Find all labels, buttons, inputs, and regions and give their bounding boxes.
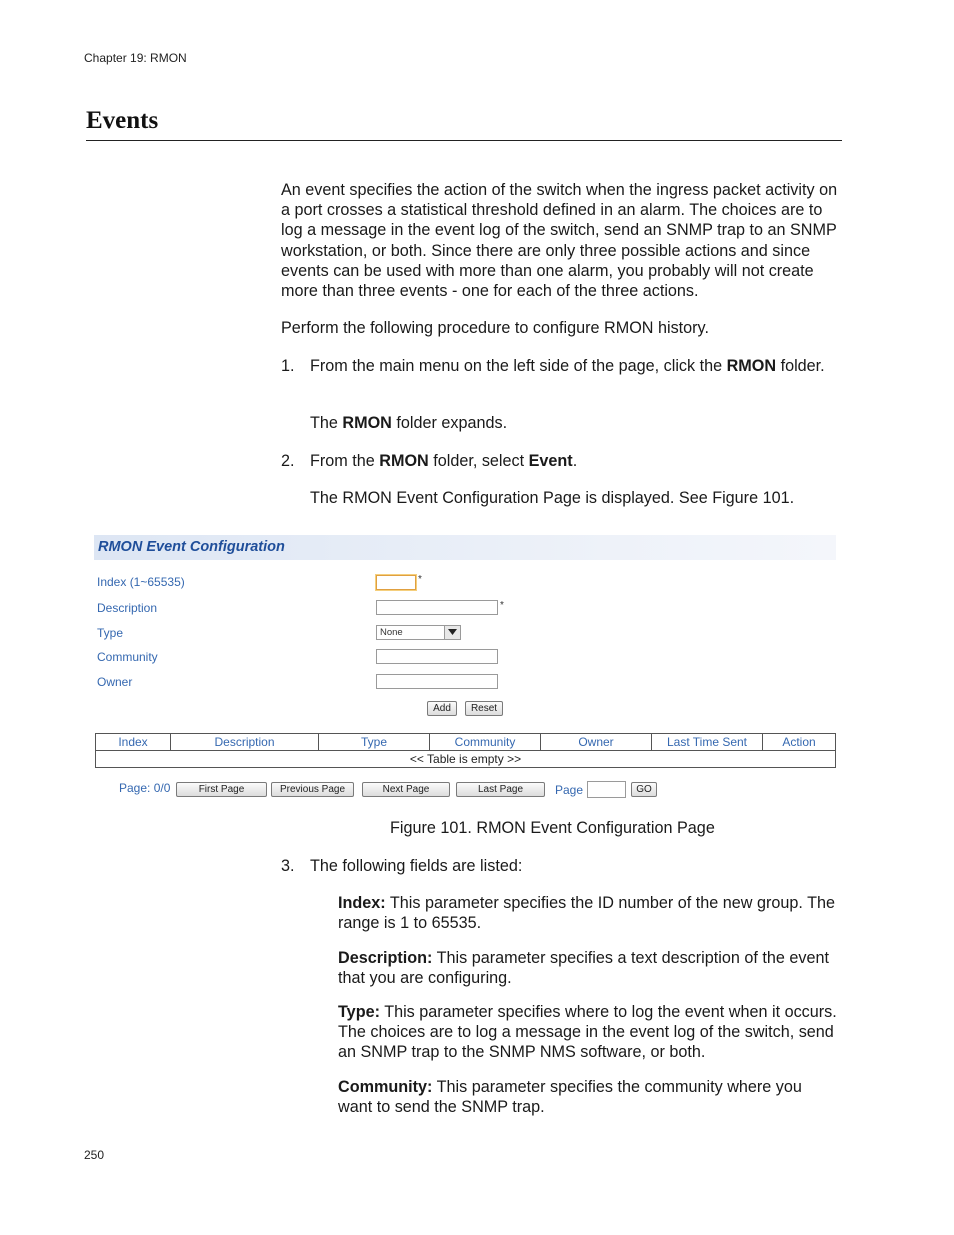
reset-button[interactable]: Reset	[465, 701, 503, 716]
next-page-button[interactable]: Next Page	[362, 782, 450, 797]
community-input[interactable]	[376, 649, 498, 664]
type-label: Type	[97, 626, 124, 640]
type-select-value: None	[380, 627, 403, 638]
step-number: 2.	[281, 452, 295, 470]
figure-caption: Figure 101. RMON Event Configuration Page	[390, 819, 715, 837]
step-number: 3.	[281, 857, 295, 875]
step-3-text: The following fields are listed:	[310, 857, 523, 875]
field-description-description: Description: This parameter specifies a text description of the event that you are configuring.	[338, 949, 829, 988]
field-description-community: Community: This parameter specifies the community where you want to send the SNMP trap.	[338, 1078, 802, 1117]
type-select[interactable]	[376, 625, 461, 640]
previous-page-button[interactable]: Previous Page	[271, 782, 354, 797]
step-2-text: From the RMON folder, select Event.	[310, 452, 578, 470]
step-number: 1.	[281, 357, 295, 375]
chevron-down-icon[interactable]	[444, 626, 460, 639]
procedure-intro: Perform the following procedure to configure RMON history.	[281, 319, 709, 337]
chapter-header: Chapter 19: RMON	[84, 51, 187, 65]
figure-header	[94, 535, 836, 560]
step-2-result: The RMON Event Configuration Page is displayed. See Figure 101.	[310, 489, 795, 507]
required-marker: *	[500, 600, 504, 611]
goto-page-label: Page	[555, 783, 584, 797]
required-marker: *	[418, 574, 422, 585]
column-header-index: Index	[96, 734, 171, 750]
figure-title: RMON Event Configuration	[98, 539, 285, 555]
owner-input[interactable]	[376, 674, 498, 689]
table-header-row	[96, 734, 835, 751]
go-button[interactable]: GO	[631, 782, 657, 797]
table-empty-message: << Table is empty >>	[409, 752, 522, 766]
column-header-action: Action	[782, 735, 816, 749]
page-number: 250	[84, 1148, 105, 1162]
field-description-type: Type: This parameter specifies where to log the event when it occurs. The choices are to log a message in the event log of the switch, send an SNMP trap to the SNMP NMS software, or both.	[338, 1003, 837, 1062]
column-header-type: Type	[319, 734, 430, 750]
index-input[interactable]	[376, 575, 416, 590]
page-indicator: Page: 0/0	[119, 781, 171, 795]
column-header-community: Community	[430, 734, 541, 750]
rmon-event-config-figure	[94, 535, 838, 803]
index-label: Index (1~65535)	[97, 575, 185, 589]
description-input[interactable]	[376, 600, 498, 615]
title-rule	[86, 140, 842, 141]
description-label: Description	[97, 601, 158, 615]
intro-paragraph: An event specifies the action of the switch when the ingress packet activity on a port crosses a statistical threshold defined in an alarm. The choices are to log a message in the event log of the switch, send an SNMP trap to an SNMP workstation, or both. Since there are only three possible actions and since events can be used with more than one alarm, you probably will not create more than three events - one for each of the three actions.	[281, 181, 838, 301]
community-label: Community	[97, 650, 158, 664]
step-1-result: The RMON folder expands.	[310, 414, 508, 432]
last-page-button[interactable]: Last Page	[456, 782, 545, 797]
add-button[interactable]: Add	[427, 701, 457, 716]
column-header-last-time-sent: Last Time Sent	[652, 734, 763, 750]
first-page-button[interactable]: First Page	[176, 782, 267, 797]
event-table	[95, 733, 836, 768]
section-title: Events	[86, 107, 159, 134]
column-header-description: Description	[171, 734, 319, 750]
owner-label: Owner	[97, 675, 133, 689]
field-description-index: Index: This parameter specifies the ID number of the new group. The range is 1 to 65535.	[338, 894, 835, 933]
column-header-owner: Owner	[541, 734, 652, 750]
step-1-text: From the main menu on the left side of the page, click the RMON folder.	[310, 357, 825, 375]
goto-page-input[interactable]	[587, 781, 626, 798]
